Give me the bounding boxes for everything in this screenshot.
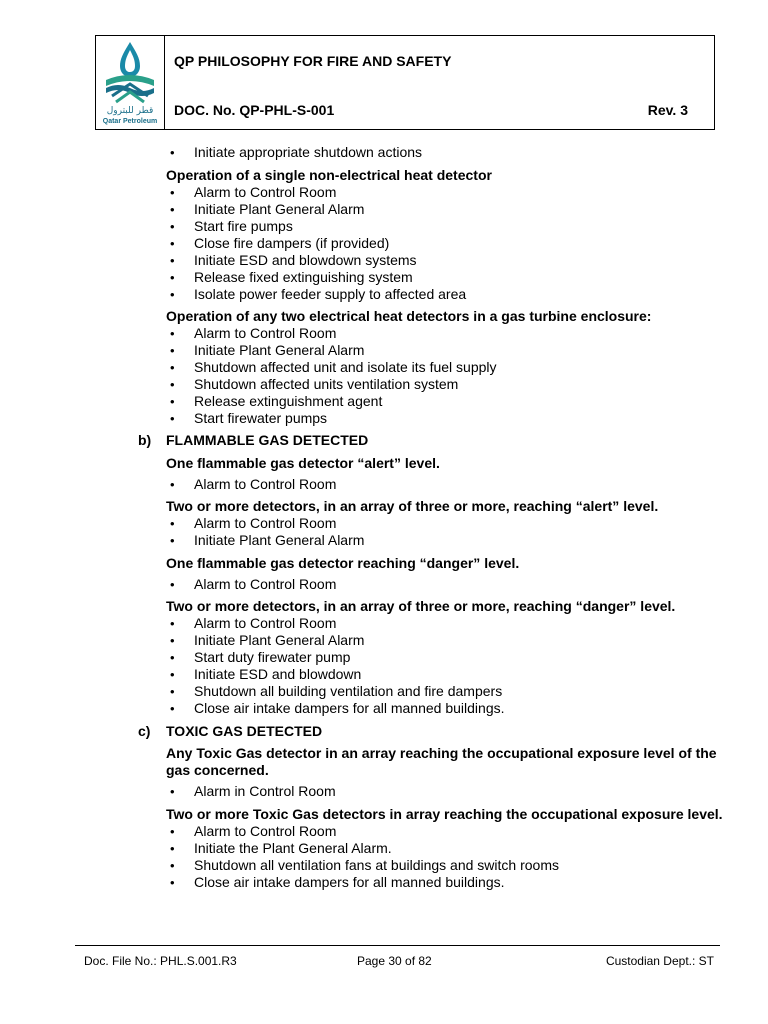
bullet-icon: • — [170, 185, 175, 200]
bullet-icon: • — [170, 253, 175, 268]
list-item: • Alarm to Control Room — [170, 615, 337, 631]
list-item: • Shutdown all ventilation fans at buildings and switch rooms — [170, 857, 559, 873]
bullet-icon: • — [170, 616, 175, 631]
document-header — [95, 35, 715, 130]
list-item: • Initiate appropriate shutdown actions — [170, 144, 423, 160]
bullet-icon: • — [170, 516, 175, 531]
bullet-icon: • — [170, 377, 175, 392]
subheading-toxic-one: Any Toxic Gas detector in an array reaching the occupational exposure level of the gas concerned. — [166, 745, 717, 778]
list-item: • Close fire dampers (if provided) — [170, 235, 390, 251]
section-title: TOXIC GAS DETECTED — [166, 723, 323, 739]
list-item: • Shutdown affected unit and isolate its fuel supply — [170, 359, 497, 375]
document-body — [0, 144, 768, 891]
bullet-icon: • — [170, 701, 175, 716]
footer-page-number: Page 30 of 82 — [357, 954, 432, 968]
bullet-icon: • — [170, 219, 175, 234]
section-title: FLAMMABLE GAS DETECTED — [166, 432, 369, 448]
bullet-icon: • — [170, 633, 175, 648]
list-heat-single — [0, 184, 768, 303]
bullet-icon: • — [170, 236, 175, 251]
logo-arabic-text: قطر للبترول — [106, 106, 154, 116]
list-item: • Release fixed extinguishing system — [170, 269, 413, 285]
bullet-icon: • — [170, 841, 175, 856]
section-b-heading — [0, 432, 768, 449]
footer-file-number: Doc. File No.: PHL.S.001.R3 — [84, 954, 237, 968]
bullet-icon: • — [170, 360, 175, 375]
list-item: • Alarm to Control Room — [170, 184, 337, 200]
subheading-toxic-two: Two or more Toxic Gas detectors in array reaching the occupational exposure level. — [166, 806, 723, 822]
bullet-icon: • — [170, 533, 175, 548]
list-heat-turbine — [0, 325, 768, 427]
bullet-icon: • — [170, 287, 175, 302]
list-item: • Close air intake dampers for all manned buildings. — [170, 700, 505, 716]
bullet-icon: • — [170, 411, 175, 426]
bullet-icon: • — [170, 477, 175, 492]
document-title: QP PHILOSOPHY FOR FIRE AND SAFETY — [174, 53, 452, 69]
list-item: • Shutdown all building ventilation and fire dampers — [170, 683, 503, 699]
section-letter: b) — [138, 432, 152, 448]
list-item: • Initiate Plant General Alarm — [170, 201, 365, 217]
bullet-icon: • — [170, 343, 175, 358]
list-item: • Alarm to Control Room — [170, 576, 337, 592]
list-item: • Start fire pumps — [170, 218, 293, 234]
logo-english-text: Qatar Petroleum — [102, 118, 158, 125]
footer-custodian: Custodian Dept.: ST — [605, 954, 714, 968]
bullet-icon: • — [170, 394, 175, 409]
subheading-flammable-danger-two: Two or more detectors, in an array of three or more, reaching “danger” level. — [166, 598, 676, 614]
bullet-icon: • — [170, 824, 175, 839]
list-item: • Alarm in Control Room — [170, 783, 336, 799]
bullet-icon: • — [170, 667, 175, 682]
list-item: • Alarm to Control Room — [170, 476, 337, 492]
list-item: • Initiate the Plant General Alarm. — [170, 840, 392, 856]
subheading-flammable-danger-one: One flammable gas detector reaching “danger” level. — [166, 555, 520, 571]
list-item: • Shutdown affected units ventilation system — [170, 376, 459, 392]
bullet-icon: • — [170, 270, 175, 285]
subheading-heat-turbine: Operation of any two electrical heat detectors in a gas turbine enclosure: — [166, 308, 652, 324]
list-item: • Start duty firewater pump — [170, 649, 351, 665]
subheading-flammable-alert-one: One flammable gas detector “alert” level. — [166, 455, 440, 471]
bullet-icon: • — [170, 145, 175, 160]
list-item: • Initiate ESD and blowdown — [170, 666, 362, 682]
list-item: • Start firewater pumps — [170, 410, 328, 426]
list-item: • Isolate power feeder supply to affected area — [170, 286, 467, 302]
bullet-icon: • — [170, 202, 175, 217]
list-item: • Alarm to Control Room — [170, 325, 337, 341]
section-c-heading — [0, 723, 768, 740]
list-item: • Initiate Plant General Alarm — [170, 532, 365, 548]
bullet-icon: • — [170, 875, 175, 890]
revision: Rev. 3 — [647, 102, 688, 118]
bullet-icon: • — [170, 784, 175, 799]
list-item: • Close air intake dampers for all manned buildings. — [170, 874, 505, 890]
list-item: • Release extinguishment agent — [170, 393, 383, 409]
footer-divider — [75, 945, 720, 946]
list-item: • Alarm to Control Room — [170, 515, 337, 531]
list-item: • Initiate Plant General Alarm — [170, 632, 365, 648]
section-letter: c) — [138, 723, 151, 739]
subheading-heat-single: Operation of a single non-electrical heat detector — [166, 167, 492, 183]
list-item: • Initiate ESD and blowdown systems — [170, 252, 417, 268]
list-item: • Initiate Plant General Alarm — [170, 342, 365, 358]
subheading-flammable-alert-two: Two or more detectors, in an array of three or more, reaching “alert” level. — [166, 498, 659, 514]
qatar-petroleum-logo-icon — [102, 40, 158, 104]
bullet-icon: • — [170, 577, 175, 592]
document-number: DOC. No. QP-PHL-S-001 — [174, 102, 335, 118]
bullet-icon: • — [170, 326, 175, 341]
bullet-icon: • — [170, 650, 175, 665]
list-item: • Alarm to Control Room — [170, 823, 337, 839]
bullet-icon: • — [170, 684, 175, 699]
logo-cell — [96, 36, 165, 129]
bullet-icon: • — [170, 858, 175, 873]
